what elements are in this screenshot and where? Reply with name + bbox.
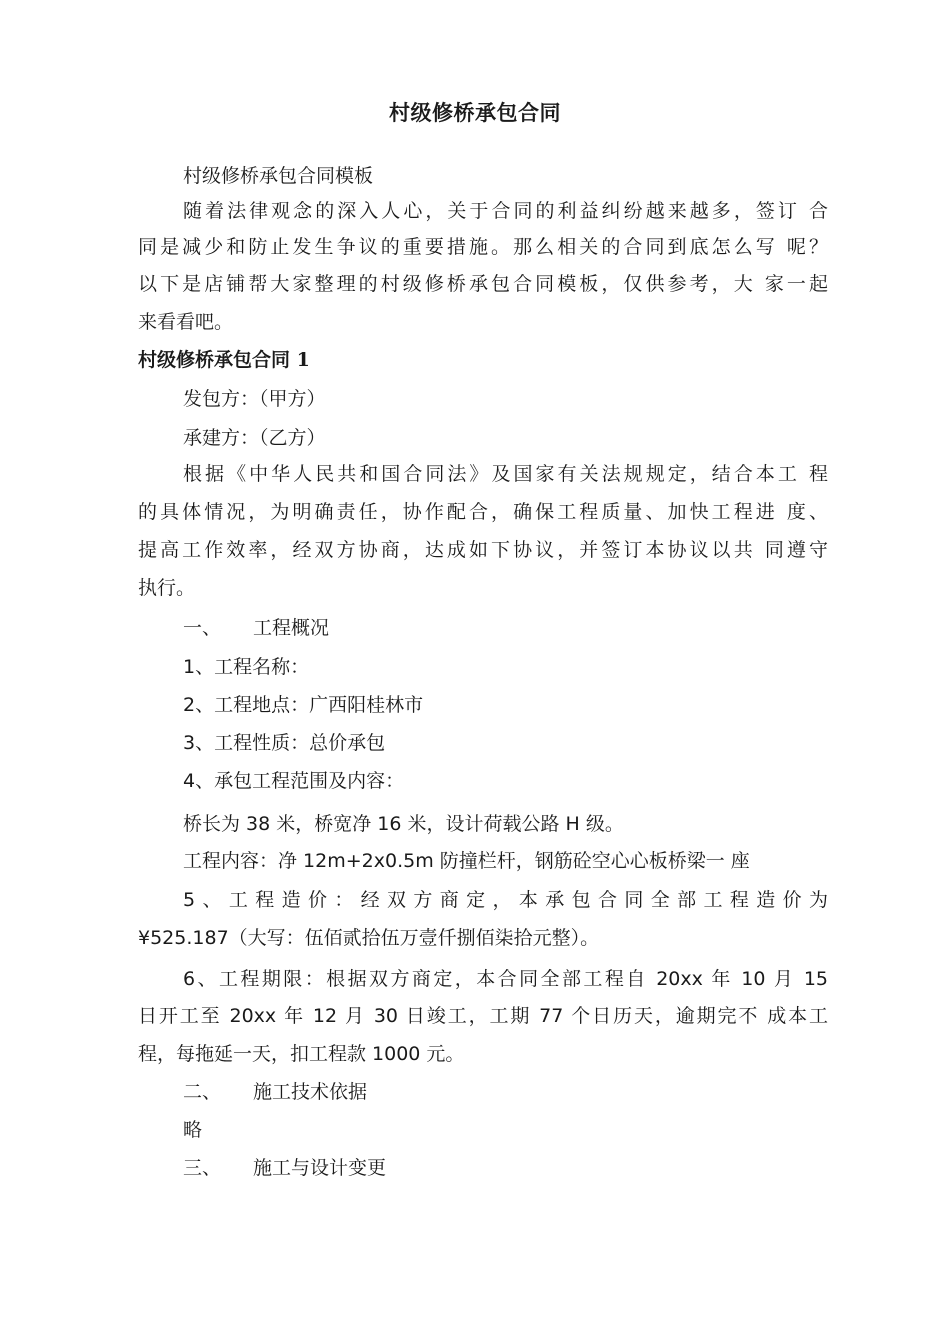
article-3-title: 施工与设计变更 [253, 1157, 387, 1179]
article-3-heading [183, 1154, 828, 1182]
article-3-number: 三、 [183, 1157, 222, 1179]
section-heading: 村级修桥承包合同 1 [138, 349, 310, 371]
document-title: 村级修桥承包合同 [389, 101, 561, 125]
article-2-title: 施工技术依据 [253, 1081, 368, 1103]
item-1: 1、工程名称： [183, 656, 310, 678]
preamble-line-1: 根据《中华人民共和国合同法》及国家有关法规规定，结合本工 程 [183, 463, 828, 485]
bridge-spec: 桥长为 38 米，桥宽净 16 米，设计荷载公路 H 级。 [183, 813, 624, 835]
preamble-line-3: 提高工作效率，经双方协商，达成如下协议，并签订本协议以共 同遵守 [138, 539, 828, 561]
work-content: 工程内容：净 12m+2x0.5m 防撞栏杆，钢筋砼空心心板桥梁一 座 [183, 850, 750, 872]
article-1-number: 一、 [183, 617, 222, 639]
intro-line-3: 以下是店铺帮大家整理的村级修桥承包合同模板，仅供参考，大 家一起 [138, 273, 828, 295]
cost-line-1: 5、工程造价：经双方商定，本承包合同全部工程造价为 [183, 889, 828, 911]
article-1-heading [183, 614, 828, 642]
item-4: 4、承包工程范围及内容： [183, 770, 405, 792]
item-2: 2、工程地点：广西阳桂林市 [183, 694, 424, 716]
preamble-line-4: 执行。 [138, 577, 196, 599]
intro-line-4: 来看看吧。 [138, 311, 234, 333]
party-a: 发包方：（甲方） [183, 388, 326, 410]
article-2-heading [183, 1078, 828, 1106]
item-3: 3、工程性质：总价承包 [183, 732, 386, 754]
period-line-1: 6、工程期限：根据双方商定，本合同全部工程自 20xx 年 10 月 15 [183, 968, 828, 990]
article-2-number: 二、 [183, 1081, 222, 1103]
period-line-3: 程，每拖延一天，扣工程款 1000 元。 [138, 1043, 465, 1065]
intro-line-2: 同是减少和防止发生争议的重要措施。那么相关的合同到底怎么写 呢？ [138, 236, 828, 258]
article-1-title: 工程概况 [253, 617, 330, 639]
preamble-line-2: 的具体情况，为明确责任，协作配合，确保工程质量、加快工程进 度、 [138, 501, 828, 523]
period-line-2: 日开工至 20xx 年 12 月 30 日竣工，工期 77 个日历天，逾期完不 成本工 [138, 1005, 828, 1027]
subtitle: 村级修桥承包合同模板 [183, 165, 374, 187]
party-b: 承建方：（乙方） [183, 427, 326, 449]
cost-line-2: ¥525.187（大写：伍佰贰拾伍万壹仟捌佰柒拾元整）。 [138, 927, 600, 949]
intro-line-1: 随着法律观念的深入人心，关于合同的利益纠纷越来越多，签订 合 [183, 200, 828, 222]
article-2-body: 略 [183, 1119, 203, 1141]
